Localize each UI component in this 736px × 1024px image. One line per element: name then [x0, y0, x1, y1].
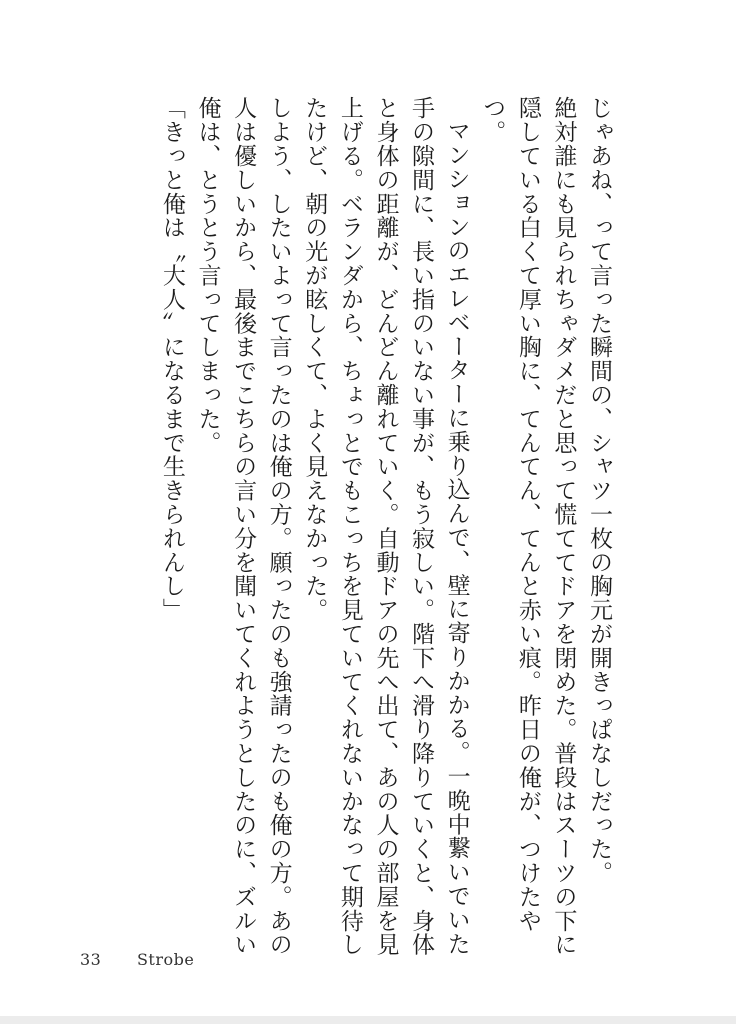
paragraph-2: 絶対誰にも見られちゃダメだと思って慌ててドアを閉めた。普段はスーツの下に隠している白くて厚い胸に、てんてん、てんと赤い痕。昨日の俺が、つけたやつ。	[479, 96, 577, 957]
book-title: Strobe	[136, 950, 195, 969]
page-edge	[0, 1016, 736, 1024]
page-number: 33	[80, 950, 102, 969]
dialogue-line: 「きっと俺は〝大人〟になるまで生きられんし」	[158, 96, 185, 622]
paragraph-3: マンションのエレベーターに乗り込んで、壁に寄りかかる。一晩中繋いでいた手の隙間に、長い指のいない事が、もう寂しい。階下へ滑り降りていくと、身体と身体の距離が、どんどん離れていく。自動ドアの先へ出て、あの人の部屋を見上げる。ベランダから、ちょっとでもこっちを見ていてくれないかなって期待したけど、朝の光が眩しくて、よく見えなかった。	[301, 96, 470, 957]
body-text	[118, 96, 616, 966]
paragraph-4: しよう、したいよって言ったのは俺の方。願ったのも強請ったのも俺の方。あの人は優しいから、最後までこちらの言い分を聞いてくれようとしたのに、ズルい俺は、とうとう言ってしまった。	[194, 96, 292, 957]
paragraph-1: じゃあね、って言った瞬間の、シャツ一枚の胸元が開きっぱなしだった。	[586, 96, 612, 885]
page-footer	[80, 950, 194, 969]
